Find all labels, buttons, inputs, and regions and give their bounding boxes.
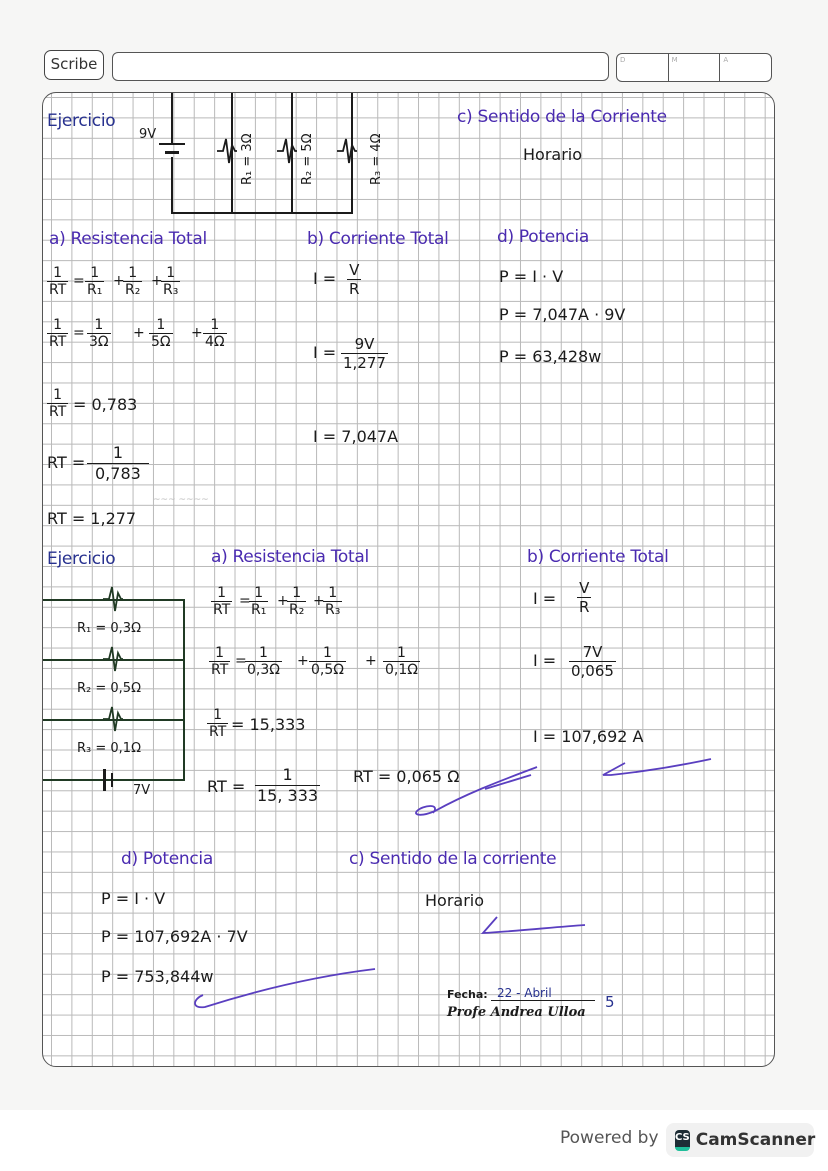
title-field [112, 52, 609, 81]
date-day-cell: D [617, 54, 669, 81]
ex2-part-d-heading: d) Potencia [121, 849, 213, 869]
checkmark-icon [189, 965, 379, 1017]
date-year-cell: A [723, 56, 729, 64]
exercise1-title: Ejercicio [47, 111, 116, 131]
exercise2-circuit-diagram [43, 583, 193, 803]
ex2-part-d-result: P = 753,844w [101, 967, 214, 986]
powered-by-label: Powered by [560, 1128, 659, 1148]
bleed-through-text: ~~~ ~~~~ [153, 495, 209, 505]
date-month-cell: M [669, 54, 721, 81]
ex1-part-c-heading: c) Sentido de la Corriente [457, 107, 667, 127]
ex1-part-d-eq2: P = 7,047A · 9V [499, 305, 626, 324]
ex1-part-a-heading: a) Resistencia Total [49, 229, 207, 249]
ex2-part-b-heading: b) Corriente Total [527, 547, 669, 567]
resistor-r2-label: R₂ = 5Ω [300, 133, 315, 185]
camscanner-badge[interactable] [666, 1123, 814, 1157]
resistor-r1-icon [101, 583, 125, 617]
camscanner-brand-name: CamScanner [695, 1130, 816, 1150]
exercise2-title: Ejercicio [47, 549, 116, 569]
teacher-name: Profe Andrea Ulloa [447, 1005, 586, 1020]
ex1-part-b-heading: b) Corriente Total [307, 229, 449, 249]
ex1-part-d-result: P = 63,428w [499, 347, 602, 366]
ex2-part-d-eq1: P = I · V [101, 889, 166, 908]
resistor-r3-icon [101, 703, 125, 737]
resistor-r2-icon [275, 135, 299, 169]
checkmark-icon [599, 753, 715, 793]
resistor-r3-label: R₃ = 4Ω [369, 133, 384, 185]
checkmark-icon [479, 913, 589, 943]
fecha-label: Fecha: [447, 988, 488, 1001]
resistor-r1-label: R₁ = 0,3Ω [77, 621, 142, 636]
grid-notebook-sheet: Ejercicio 9V R₁ = 3Ω R₂ = 5Ω R₃ = 4Ω c) Sentido de la Corriente Horario a) Resistencia Total $\frac{1}{RT}$ = $\frac{1}{\text{R₁}}$ + $\frac{1}{\text{R₂}}$ + $\frac{1}{\text{R₃}}$ $\frac{1}{RT}$ = $\frac{1}{3\Omega}$ + $\frac{1}{5\Omega}$ + $\frac{1}{4\Omega}$ $\frac{1}{RT}$ = 0,783 RT = $\frac{1}{0,783}$ RT = 1,277 ~~~ ~~~~ b) Corriente Total I = $\frac{V}{R}$ I = $\frac{9V}{1,277}$ I = 7,047A d) Potencia P = I · V P = 7,047A · 9V P = 63,428w Ejercicio R₁ = 0,3Ω R₂ = 0,5Ω R₃ = 0,1Ω 7V a) Resistencia Total $\frac{1}{RT}$ = $\frac{1}{\text{R₁}}$ + $\frac{1}{\text{R₂}}$ + $\frac{1}{\text{R₃}}$ $\frac{1}{RT}$ = $\frac{1}{0,3\Omega}$ + $\frac{1}{0,5\Omega}$ + $\frac{1}{0,1\Omega}$ $\frac{1}{RT}$ = 15,333 RT = $\frac{1}{15, 333}$ RT = 0,065 Ω b) Corriente Total I = $\frac{V}{R}$ I = $\frac{7V}{0,065}$ I = 107,692 A d) Potencia P = I · V P = 107,692A · 7V P = 753,844w c) Sentido de la corriente Horario Fecha: 22 - Abril Profe Andrea Ulloa 5 [42, 92, 775, 1067]
resistor-r2-label: R₂ = 0,5Ω [77, 681, 142, 696]
battery-icon [159, 143, 185, 145]
resistor-r1-label: R₁ = 3Ω [240, 133, 255, 185]
date-box [616, 53, 772, 82]
resistor-r3-label: R₃ = 0,1Ω [77, 741, 142, 756]
exercise1-circuit-diagram [135, 93, 384, 218]
ex1-part-c-answer: Horario [523, 145, 583, 164]
scribe-logo: Scribe [44, 50, 104, 80]
fecha-value: 22 - Abril [491, 986, 595, 1001]
ex1-part-d-heading: d) Potencia [497, 227, 589, 247]
ex2-part-b-result: I = 107,692 A [533, 727, 644, 746]
checkmark-tail-icon [483, 773, 533, 793]
resistor-r1-icon [215, 135, 239, 169]
camscanner-logo-icon: CS [675, 1130, 690, 1151]
ex2-part-c-heading: c) Sentido de la corriente [349, 849, 557, 869]
resistor-r2-icon [101, 643, 125, 677]
battery-label-7v: 7V [133, 783, 151, 798]
battery-label-9v: 9V [139, 127, 157, 142]
ex1-part-a-result: RT = 1,277 [47, 509, 137, 528]
resistor-r3-icon [335, 135, 359, 169]
ex1-part-d-eq1: P = I · V [499, 267, 564, 286]
ex2-part-c-answer: Horario [425, 891, 485, 910]
ex2-part-d-eq2: P = 107,692A · 7V [101, 927, 248, 946]
ex2-part-a-heading: a) Resistencia Total [211, 547, 369, 567]
ex2-part-a-result: RT = 0,065 Ω [353, 767, 460, 786]
ex1-part-b-result: I = 7,047A [313, 427, 399, 446]
grade-mark: 5 [605, 993, 615, 1011]
